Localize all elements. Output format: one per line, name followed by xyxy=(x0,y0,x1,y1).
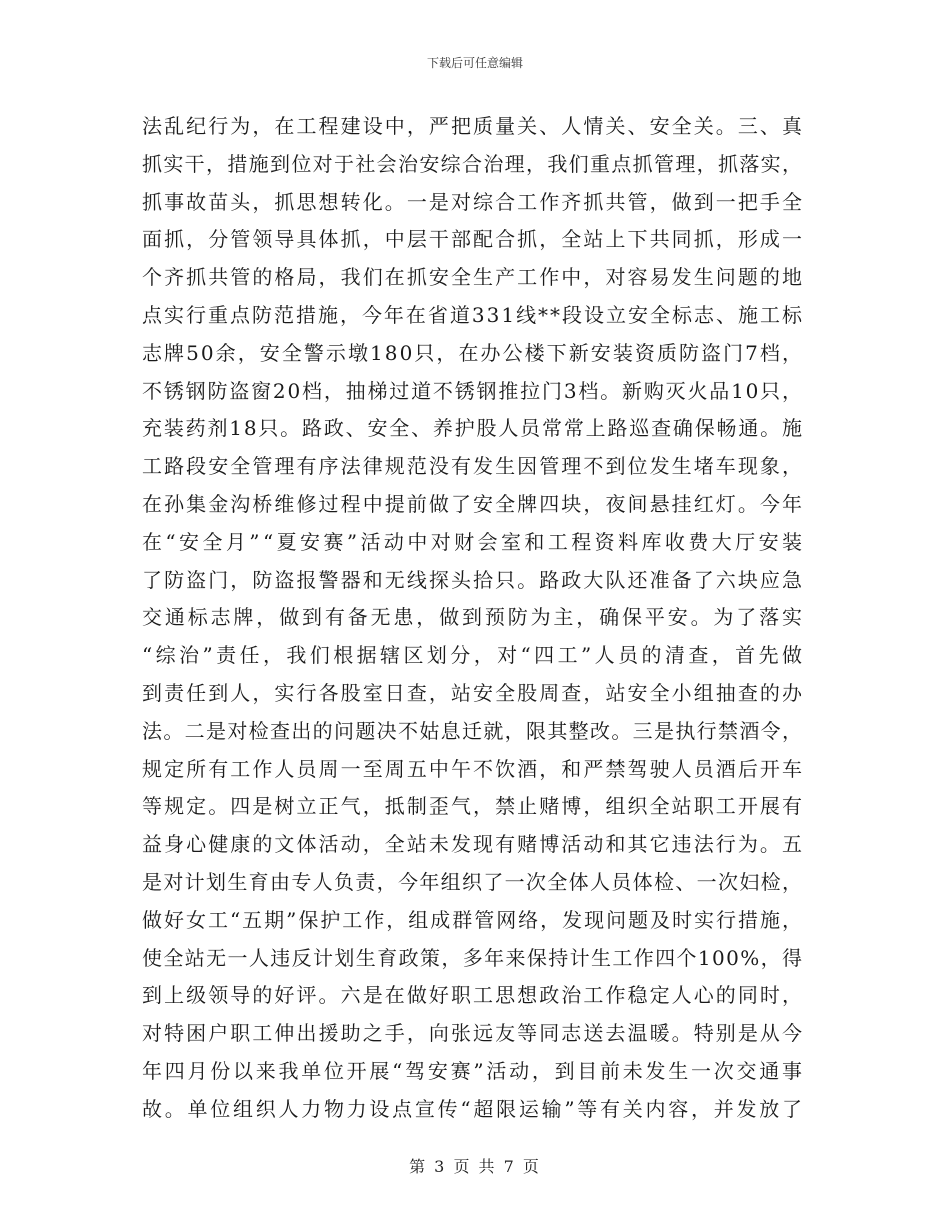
text-line: 法乱纪行为，在工程建设中，严把质量关、人情关、安全关。三、真 xyxy=(142,114,805,138)
text-line: 了防盗门，防盗报警器和无线探头拾只。路政大队还准备了六块应急 xyxy=(142,567,805,592)
text-line: 工路段安全管理有序法律规范没有发生因管理不到位发生堵车现象， xyxy=(142,454,805,479)
text-line: 志牌50余，安全警示墩180只，在办公楼下新安装资质防盗门7档， xyxy=(142,340,805,365)
text-line: 对特困户职工伸出援助之手，向张远友等同志送去温暖。特别是从今 xyxy=(142,1021,805,1046)
text-line: 法。二是对检查出的问题决不姑息迁就，限其整改。三是执行禁酒令， xyxy=(142,718,804,743)
text-line: 不锈钢防盗窗20档，抽梯过道不锈钢推拉门3档。新购灭火品10只， xyxy=(142,378,804,403)
text-line: 是对计划生育由专人负责，今年组织了一次全体人员体检、一次妇检， xyxy=(142,869,804,894)
text-line: 抓事故苗头，抓思想转化。一是对综合工作齐抓共管，做到一把手全 xyxy=(142,189,805,214)
text-line: 规定所有工作人员周一至周五中午不饮酒，和严禁驾驶人员酒后开车 xyxy=(142,756,805,781)
text-line: 抓实干，措施到位对于社会治安综合治理，我们重点抓管理，抓落实， xyxy=(142,151,804,176)
text-line: 个齐抓共管的格局，我们在抓安全生产工作中，对容易发生问题的地 xyxy=(142,265,805,290)
text-line: 交通标志牌，做到有备无患，做到预防为主，确保平安。为了落实 xyxy=(142,605,805,630)
text-line: 面抓，分管领导具体抓，中层干部配合抓，全站上下共同抓，形成一 xyxy=(142,227,805,252)
text-line: 益身心健康的文体活动，全站未发现有赌博活动和其它违法行为。五 xyxy=(142,832,805,857)
text-line: 到上级领导的好评。六是在做好职工思想政治工作稳定人心的同时， xyxy=(142,983,805,1008)
text-line: 使全站无一人违反计划生育政策，多年来保持计生工作四个100%，得 xyxy=(142,945,804,970)
page-header: 下载后可任意编辑 xyxy=(426,56,523,70)
text-line: 年四月份以来我单位开展“驾安赛”活动，到目前未发生一次交通事 xyxy=(142,1058,805,1083)
text-line: “综治”责任，我们根据辖区划分，对“四工”人员的清查，首先做 xyxy=(142,643,806,668)
text-line: 到责任到人，实行各股室日查，站安全股周查，站安全小组抽查的办 xyxy=(142,680,805,705)
text-line: 在“安全月”“夏安赛”活动中对财会室和工程资料库收费大厅安装 xyxy=(142,529,806,554)
body-text xyxy=(142,108,806,1129)
text-line: 点实行重点防范措施，今年在省道331线**段设立安全标志、施工标 xyxy=(142,302,804,327)
text-line: 充装药剂18只。路政、安全、养护股人员常常上路巡查确保畅通。施 xyxy=(142,416,804,441)
text-line: 在孙集金沟桥维修过程中提前做了安全牌四块，夜间悬挂红灯。今年 xyxy=(142,491,805,516)
text-line: 故。单位组织人力物力设点宣传“超限运输”等有关内容，并发放了 xyxy=(142,1096,805,1121)
page-footer: 第 3 页 共 7 页 xyxy=(409,1157,541,1176)
text-line: 等规定。四是树立正气，抵制歪气，禁止赌博，组织全站职工开展有 xyxy=(142,794,805,819)
text-line: 做好女工“五期”保护工作，组成群管网络，发现问题及时实行措施， xyxy=(142,907,804,932)
